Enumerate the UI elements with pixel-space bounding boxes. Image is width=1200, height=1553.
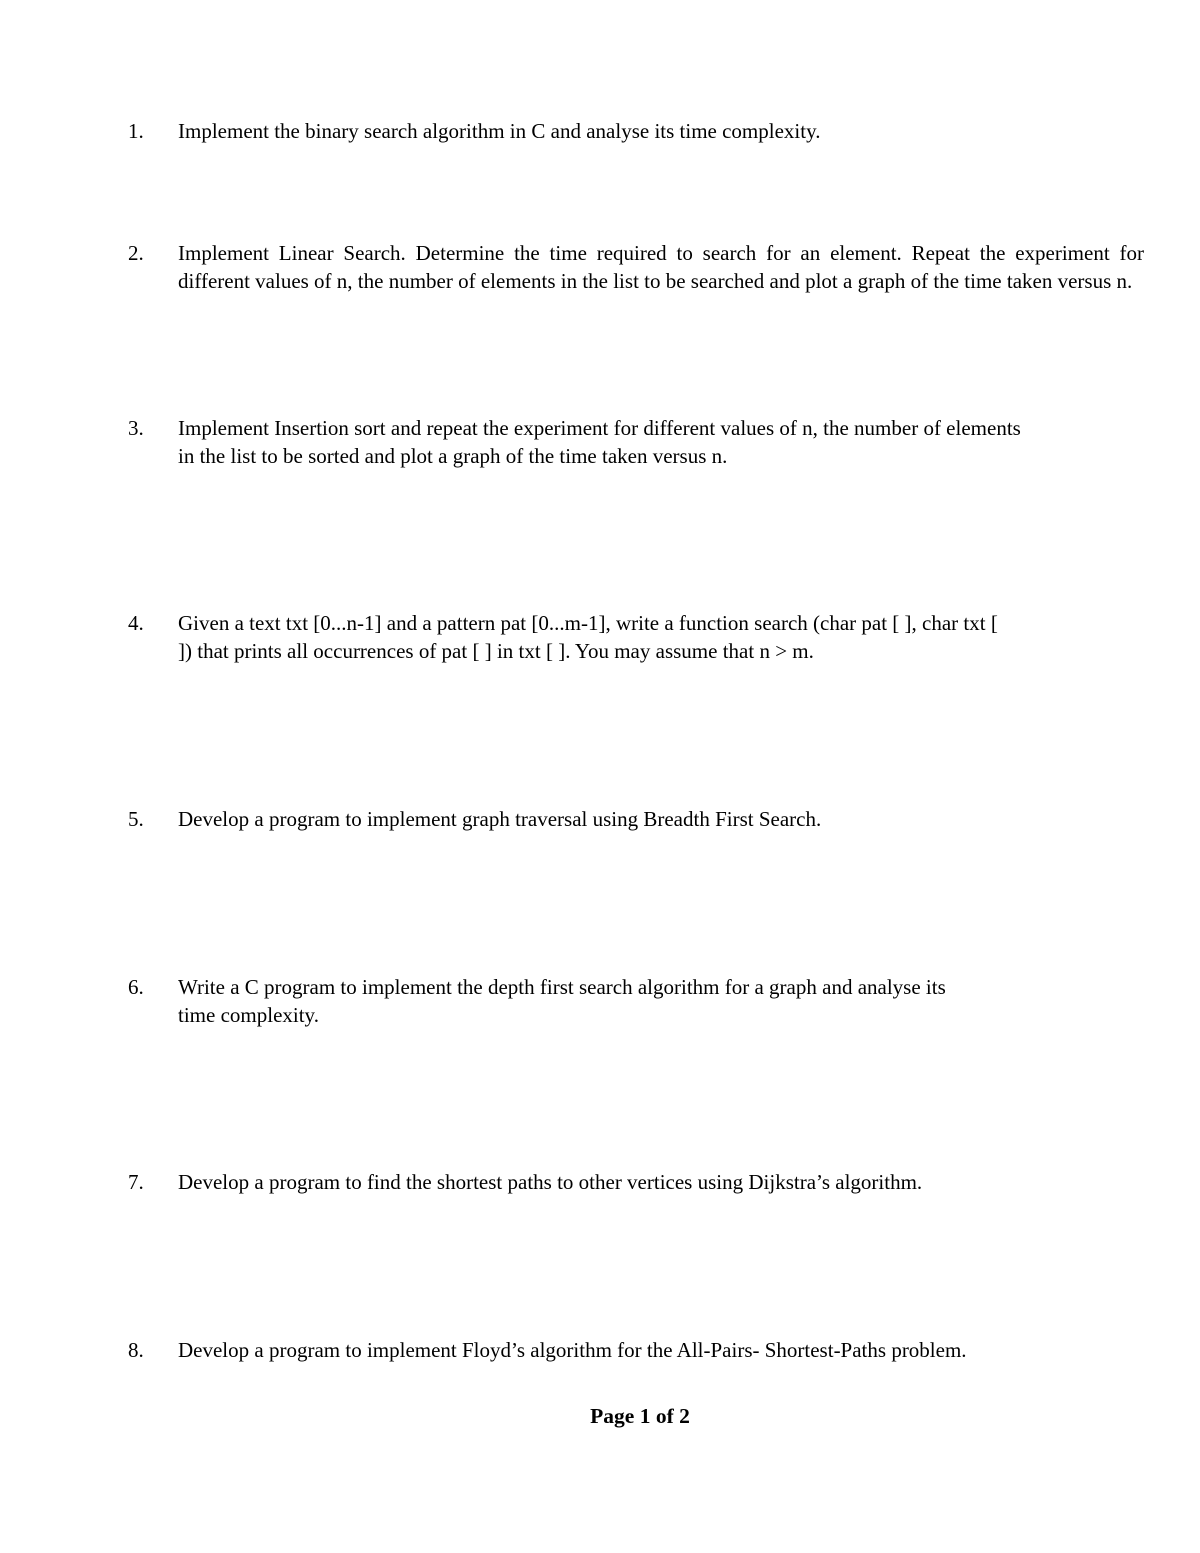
item-number: 8. — [128, 1338, 144, 1362]
item-number: 7. — [128, 1170, 144, 1194]
item-text: Implement Linear Search. Determine the time required to search for an element. Repeat the experiment for different values of n, the number of elements in the list to be searched and plot a graph of the time taken versus n. — [178, 241, 1144, 293]
item-number: 4. — [128, 611, 144, 635]
item-text: Develop a program to find the shortest paths to other vertices using Dijkstra’s algorithm. — [178, 1170, 923, 1194]
item-number: 3. — [128, 416, 144, 440]
item-number: 1. — [128, 119, 144, 143]
item-text — [178, 415, 1021, 470]
item-text-line: ]) that prints all occurrences of pat [ ] in txt [ ]. You may assume that n > m. — [178, 638, 814, 663]
item-number: 2. — [128, 241, 144, 265]
item-text-line: Write a C program to implement the depth first search algorithm for a graph and analyse its — [178, 975, 946, 999]
item-text: Develop a program to implement Floyd’s algorithm for the All-Pairs- Shortest-Paths problem. — [178, 1338, 967, 1362]
item-text-line: in the list to be sorted and plot a graph of the time taken versus n. — [178, 443, 728, 468]
item-number: 6. — [128, 975, 144, 999]
item-text — [178, 974, 946, 1029]
item-text-line: time complexity. — [178, 1002, 319, 1027]
item-text — [178, 610, 998, 665]
item-text: Implement the binary search algorithm in C and analyse its time complexity. — [178, 119, 821, 143]
page-number-footer: Page 1 of 2 — [590, 1404, 690, 1428]
item-text: Develop a program to implement graph traversal using Breadth First Search. — [178, 807, 822, 831]
item-number: 5. — [128, 807, 144, 831]
item-text-line: Given a text txt [0...n-1] and a pattern pat [0...m-1], write a function search (char pat [ ], char txt [ — [178, 611, 998, 635]
item-text-line: Implement Insertion sort and repeat the experiment for different values of n, the number of elements — [178, 416, 1021, 440]
